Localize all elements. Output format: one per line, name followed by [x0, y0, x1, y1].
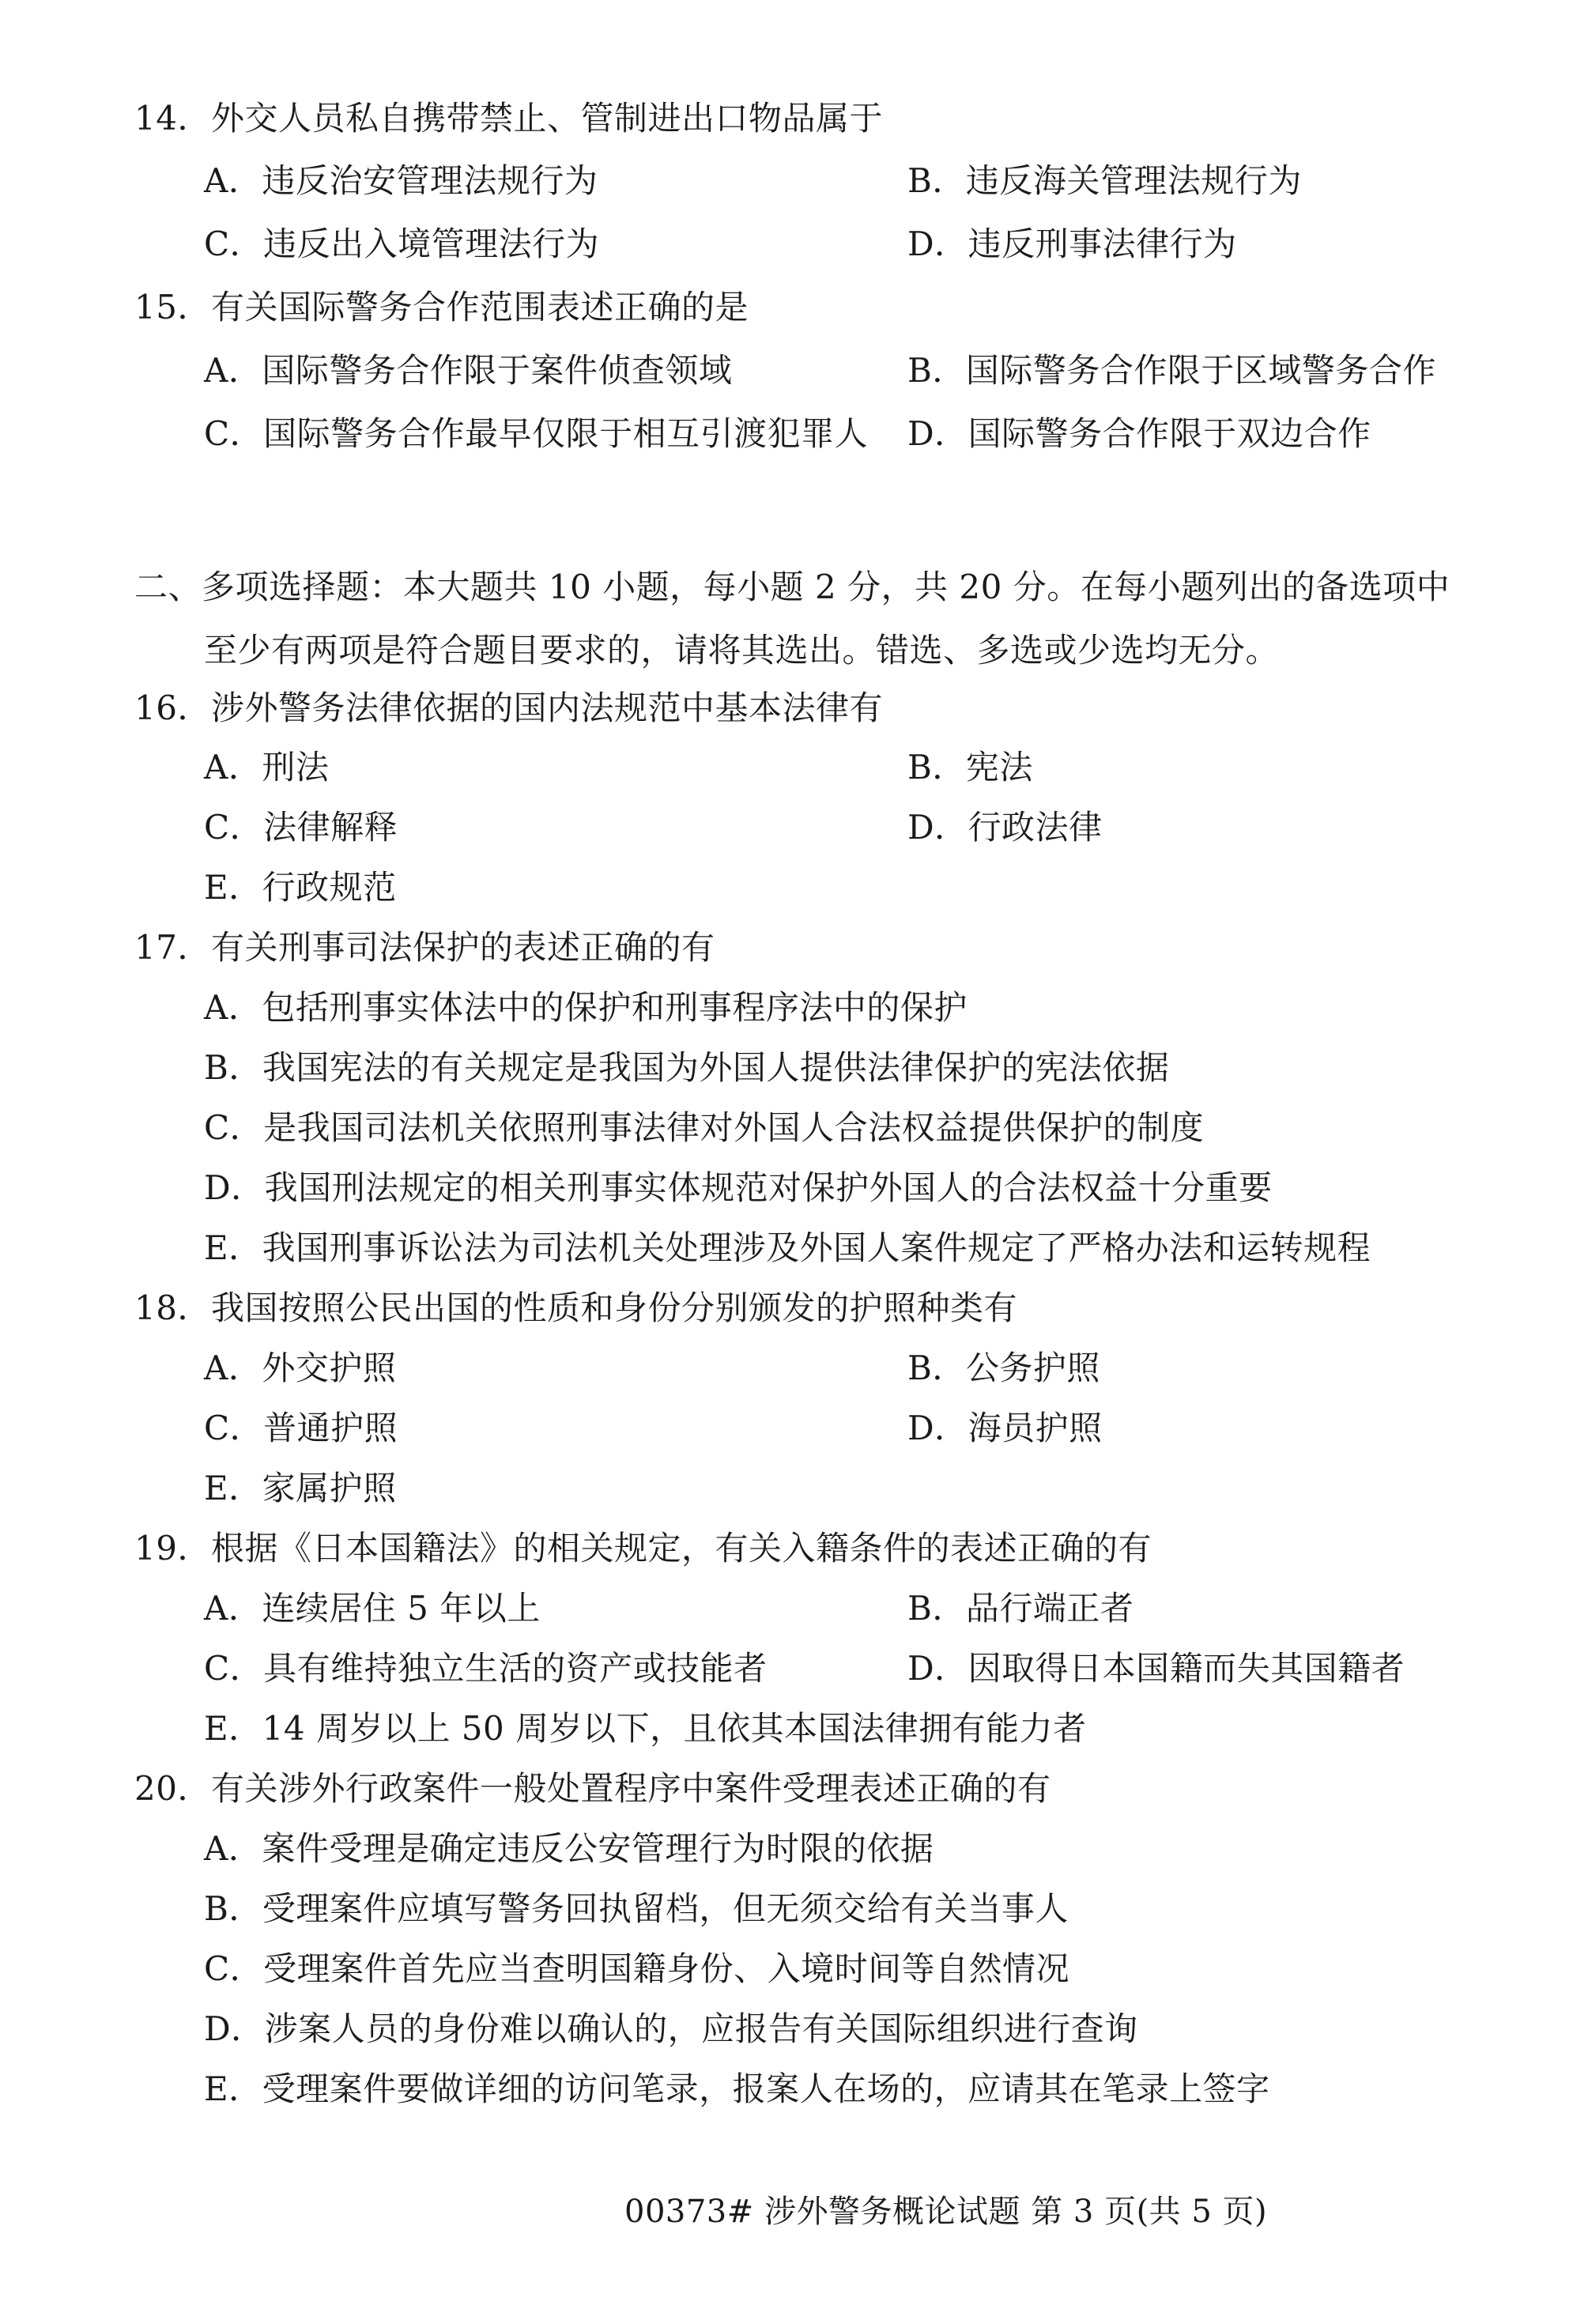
question-18-option-d: D．海员护照: [907, 1409, 1103, 1447]
question-19-option-d: D．因取得日本国籍而失其国籍者: [907, 1649, 1405, 1688]
question-19-stem: 19．根据《日本国籍法》的相关规定，有关入籍条件的表述正确的有: [134, 1529, 1152, 1568]
question-14-option-c: C．违反出入境管理法行为: [204, 224, 600, 263]
question-18-option-c: C．普通护照: [204, 1409, 398, 1447]
question-14-stem: 14．外交人员私自携带禁止、管制进出口物品属于: [134, 99, 883, 138]
question-15-option-c: C．国际警务合作最早仅限于相互引渡犯罪人: [204, 414, 869, 453]
page-footer: 00373# 涉外警务概论试题 第 3 页(共 5 页): [624, 2194, 1268, 2230]
question-19-option-e: E．14 周岁以上 50 周岁以下，且依其本国法律拥有能力者: [204, 1709, 1087, 1748]
question-18-option-b: B．公务护照: [907, 1349, 1100, 1387]
question-14-option-a: A．违反治安管理法规行为: [204, 161, 598, 200]
question-15-option-b: B．国际警务合作限于区域警务合作: [907, 351, 1436, 390]
question-20-option-a: A．案件受理是确定违反公安管理行为时限的依据: [204, 1829, 934, 1868]
question-20-stem: 20．有关涉外行政案件一般处置程序中案件受理表述正确的有: [134, 1769, 1051, 1808]
question-20-option-c: C．受理案件首先应当查明国籍身份、入境时间等自然情况: [204, 1949, 1070, 1988]
question-15-stem: 15．有关国际警务合作范围表述正确的是: [134, 288, 749, 326]
question-19-option-c: C．具有维持独立生活的资产或技能者: [204, 1649, 768, 1688]
question-16-option-d: D．行政法律: [907, 808, 1103, 847]
question-19-option-b: B．品行端正者: [907, 1589, 1134, 1628]
question-16-option-e: E．行政规范: [204, 868, 397, 907]
question-17-option-e: E．我国刑事诉讼法为司法机关处理涉及外国人案件规定了严格办法和运转规程: [204, 1228, 1371, 1267]
question-14-option-b: B．违反海关管理法规行为: [907, 161, 1302, 200]
question-17-stem: 17．有关刑事司法保护的表述正确的有: [134, 928, 715, 967]
question-15-option-d: D．国际警务合作限于双边合作: [907, 414, 1371, 453]
question-20-option-d: D．涉案人员的身份难以确认的，应报告有关国际组织进行查询: [204, 2009, 1138, 2048]
question-16-stem: 16．涉外警务法律依据的国内法规范中基本法律有: [134, 689, 883, 727]
section-2-instructions-line-2: 至少有两项是符合题目要求的，请将其选出。错选、多选或少选均无分。: [204, 631, 1280, 670]
question-18-option-e: E．家属护照: [204, 1469, 397, 1507]
question-16-option-c: C．法律解释: [204, 808, 398, 847]
question-18-stem: 18．我国按照公民出国的性质和身份分别颁发的护照种类有: [134, 1288, 1017, 1327]
question-16-option-b: B．宪法: [907, 748, 1033, 787]
question-17-option-c: C．是我国司法机关依照刑事法律对外国人合法权益提供保护的制度: [204, 1108, 1205, 1147]
question-19-option-a: A．连续居住 5 年以上: [204, 1589, 541, 1628]
question-17-option-d: D．我国刑法规定的相关刑事实体规范对保护外国人的合法权益十分重要: [204, 1168, 1273, 1207]
question-18-option-a: A．外交护照: [204, 1349, 397, 1387]
section-2-instructions-line-1: 二、多项选择题：本大题共 10 小题，每小题 2 分，共 20 分。在每小题列出的备选项中: [134, 568, 1450, 606]
question-14-option-d: D．违反刑事法律行为: [907, 224, 1237, 263]
question-20-option-e: E．受理案件要做详细的访问笔录，报案人在场的，应请其在笔录上签字: [204, 2069, 1270, 2108]
question-17-option-b: B．我国宪法的有关规定是我国为外国人提供法律保护的宪法依据: [204, 1048, 1170, 1087]
question-17-option-a: A．包括刑事实体法中的保护和刑事程序法中的保护: [204, 988, 968, 1027]
question-20-option-b: B．受理案件应填写警务回执留档，但无须交给有关当事人: [204, 1889, 1069, 1928]
question-16-option-a: A．刑法: [204, 748, 330, 787]
question-15-option-a: A．国际警务合作限于案件侦查领域: [204, 351, 733, 390]
